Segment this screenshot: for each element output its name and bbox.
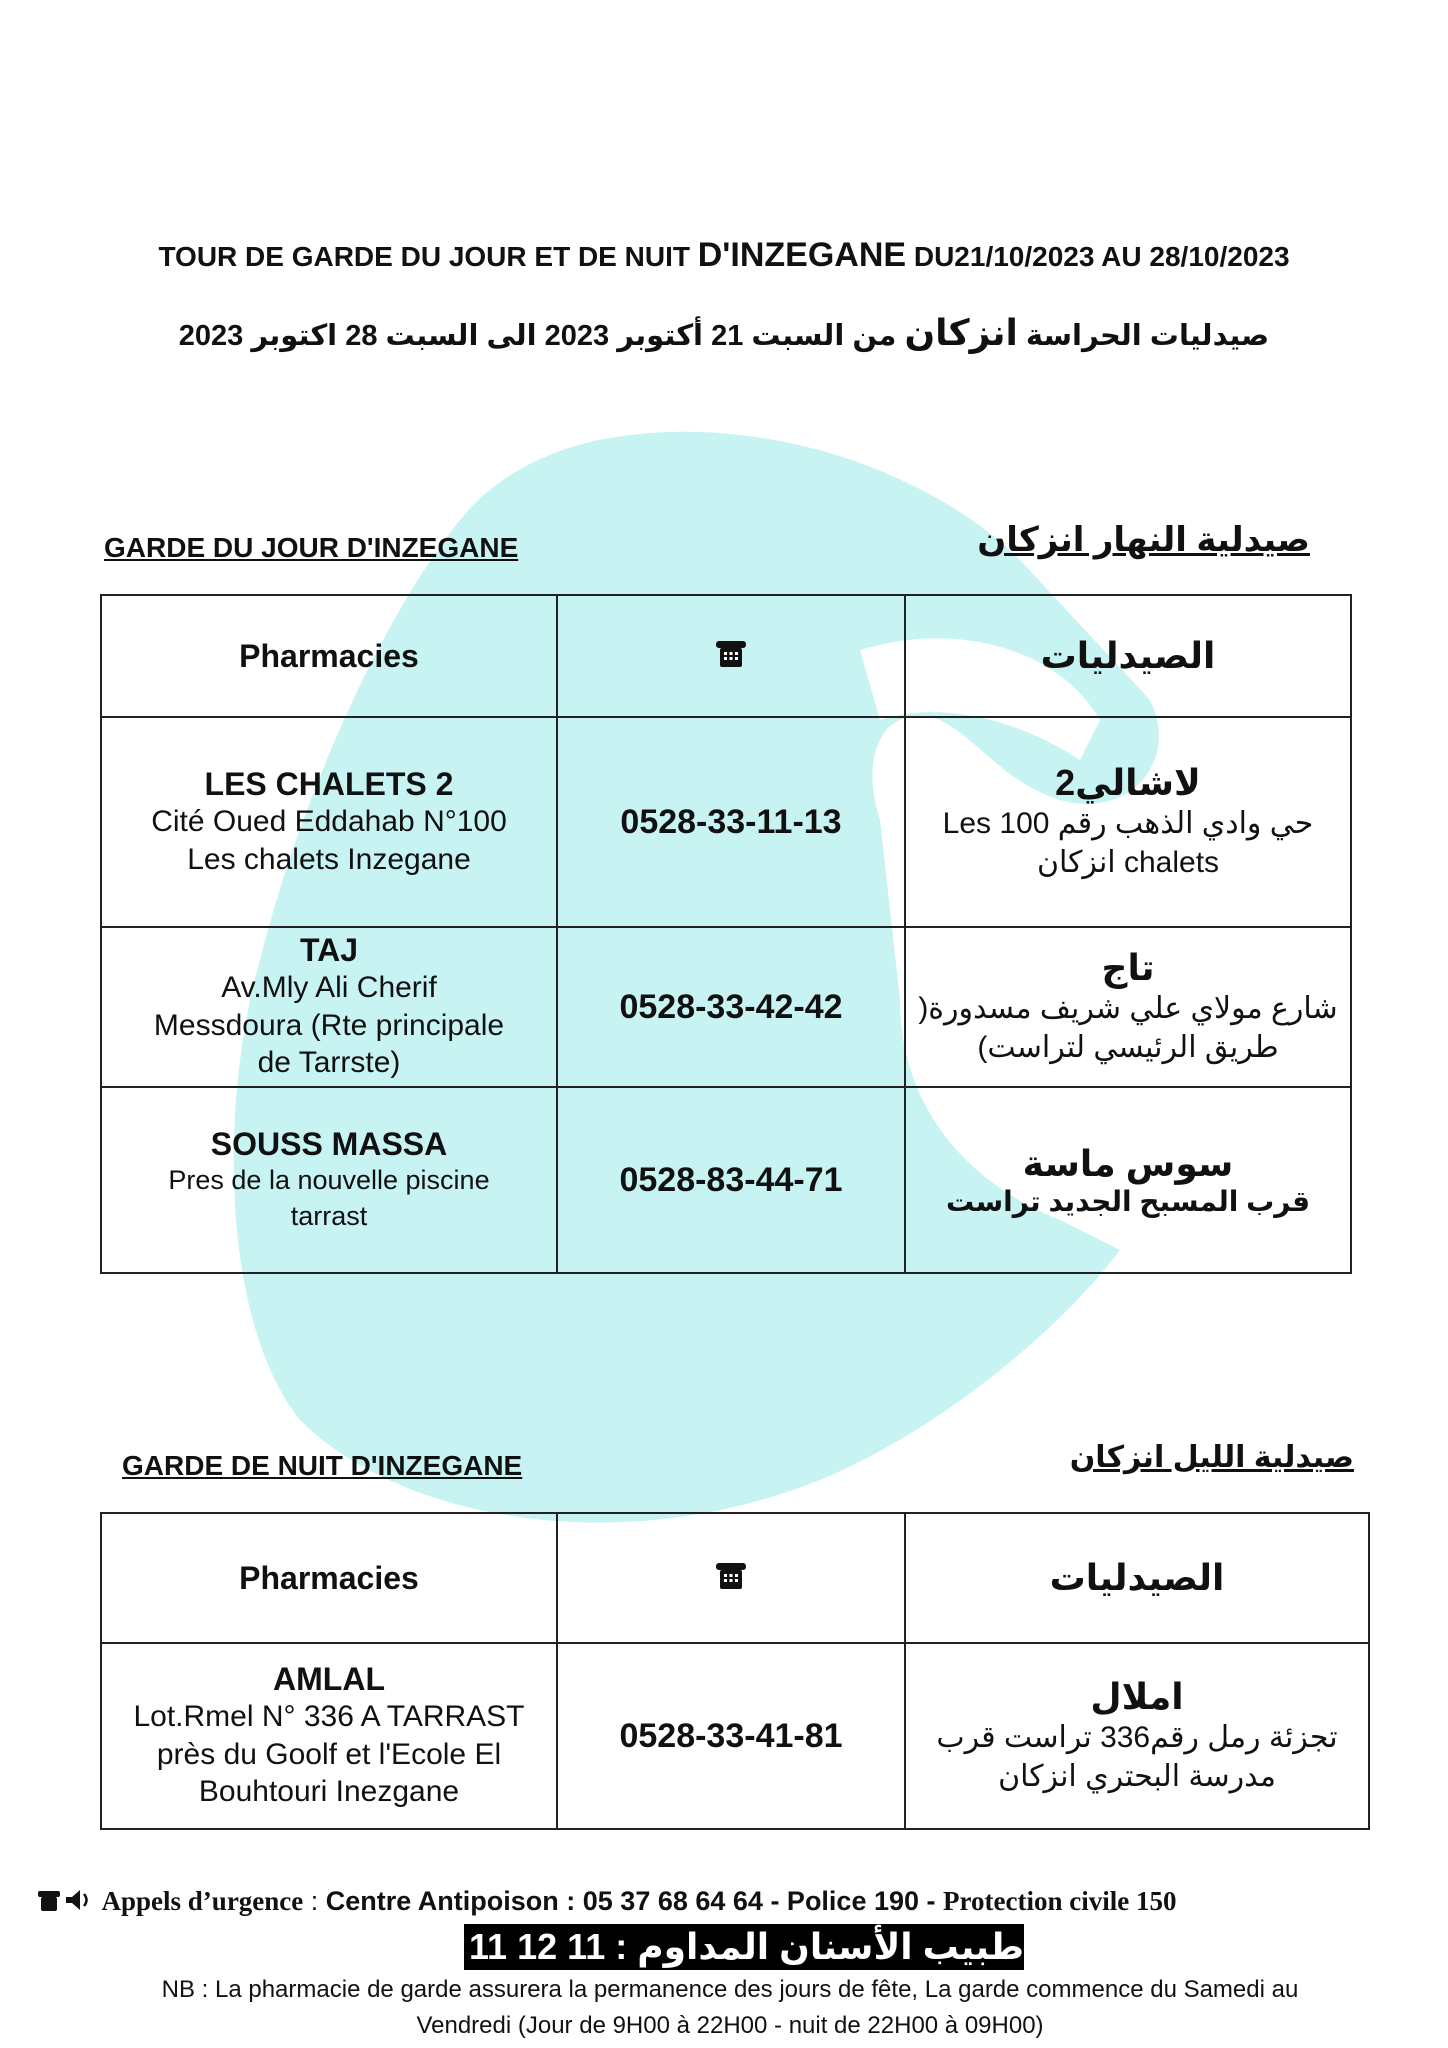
table-header-row [101, 595, 1351, 717]
table-header-row [101, 1513, 1369, 1643]
pharmacy-address-line: Messdoura (Rte principale [153, 1008, 505, 1042]
header-pharmacies-ar: الصيدليات [1049, 1557, 1225, 1598]
table-row [101, 717, 1351, 927]
nb-note [100, 1972, 1360, 2044]
pharmacy-address-line: tarrast [290, 1200, 368, 1231]
pharmacy-address-line: Lot.Rmel N° 336 A TARRAST [133, 1700, 525, 1734]
dentist-on-duty-banner: طبيب الأسنان المداوم : 11 12 11 08 06 [464, 1924, 1024, 1970]
phone-speaker-icon [36, 1887, 94, 1913]
night-section-title-fr: GARDE DE NUIT D'INZEGANE [122, 1450, 523, 1481]
document-title-ar: صيدليات الحراسة انزكان من السبت 21 أكتوبر 2023 الى السبت 28 اكتوبر 2023 [178, 312, 1270, 353]
pharmacy-address-line: Bouhtouri Inezgane [198, 1775, 460, 1809]
pharmacy-address-ar: شارع مولاي علي شريف مسدورة( [918, 992, 1338, 1025]
pharmacy-address-line: Cité Oued Eddahab N°100 [151, 805, 507, 838]
emergency-calls-line [36, 1886, 1412, 1917]
emergency-numbers: Centre Antipoison : 05 37 68 64 64 - Police 190 - [325, 1886, 936, 1916]
pharmacy-phone: 0528-33-42-42 [619, 987, 843, 1026]
day-section-title-ar: صيدلية النهار انزكان [977, 521, 1310, 559]
pharmacy-name: TAJ [299, 932, 359, 969]
pharmacy-name-ar: املال [1090, 1676, 1184, 1717]
pharmacy-address-line: Av.Mly Ali Cherif [221, 971, 437, 1005]
nb-note-line: Vendredi (Jour de 9H00 à 22H00 - nuit de 22H00 à 09H00) [416, 2012, 1044, 2039]
document-title-fr: TOUR DE GARDE DU JOUR ET DE NUIT D'INZEGANE DU21/10/2023 AU 28/10/2023 [158, 236, 1290, 274]
table-row [101, 1643, 1369, 1829]
pharmacy-address-ar: حي وادي الذهب رقم 100 Les [942, 807, 1314, 840]
night-section-title-ar: صيدلية الليل انزكان [1069, 1441, 1354, 1474]
pharmacy-address-ar: تجزئة رمل رقم336 تراست قرب [936, 1721, 1338, 1754]
day-section-title-fr: GARDE DU JOUR D'INZEGANE [104, 532, 519, 563]
header-pharmacies: Pharmacies [239, 1559, 419, 1596]
pharmacy-address-line: près du Goolf et l'Ecole El [156, 1737, 502, 1771]
civil-protection-number: Protection civile 150 [943, 1886, 1177, 1916]
pharmacy-address-line: Les chalets Inzegane [187, 842, 471, 876]
table-row [101, 927, 1351, 1087]
emergency-calls-label: Appels d’urgence [101, 1886, 304, 1916]
separator: : [303, 1886, 326, 1916]
header-pharmacies-ar: الصيدليات [1040, 635, 1216, 676]
pharmacy-name-ar: لاشالي2 [1055, 762, 1201, 803]
pharmacy-address-ar: طريق الرئيسي لتراست) [977, 1031, 1279, 1064]
pharmacy-phone: 0528-83-44-71 [619, 1160, 843, 1199]
telephone-icon [714, 1561, 748, 1591]
night-pharmacies-table [100, 1512, 1370, 1830]
pharmacy-phone: 0528-33-41-81 [619, 1716, 843, 1755]
day-pharmacies-table [100, 594, 1352, 1274]
pharmacy-name-ar: سوس ماسة [1022, 1142, 1234, 1184]
telephone-icon [714, 639, 748, 669]
pharmacy-address-ar: قرب المسبح الجديد تراست [945, 1185, 1311, 1217]
pharmacy-name: LES CHALETS 2 [204, 766, 454, 802]
pharmacy-name-ar: تاج [1101, 947, 1155, 988]
pharmacy-address-ar: chalets انزكان [1036, 846, 1220, 879]
header-pharmacies: Pharmacies [239, 637, 419, 674]
pharmacy-name: SOUSS MASSA [210, 1126, 448, 1163]
pharmacy-address-ar: مدرسة البحتري انزكان [998, 1760, 1276, 1793]
nb-note-line: NB : La pharmacie de garde assurera la permanence des jours de fête, La garde commence du Samedi au [161, 1976, 1299, 2003]
pharmacy-address-line: Pres de la nouvelle piscine [168, 1165, 490, 1196]
table-row [101, 1087, 1351, 1273]
pharmacy-name: AMLAL [273, 1661, 385, 1698]
pharmacy-address-line: de Tarrste) [257, 1046, 401, 1080]
pharmacy-phone: 0528-33-11-13 [620, 802, 842, 841]
